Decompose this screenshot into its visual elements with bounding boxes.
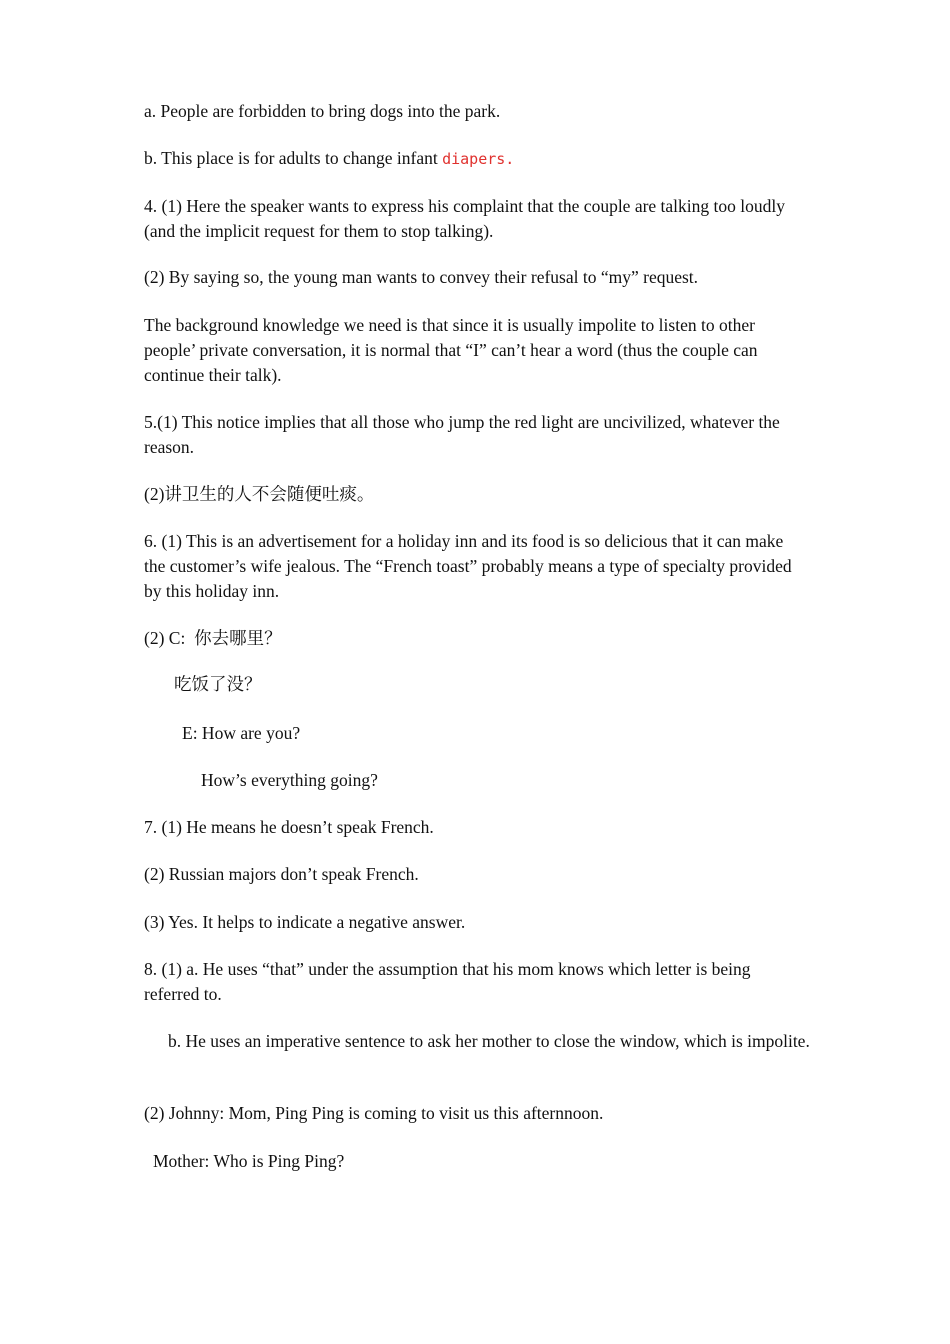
answer-8-2-johnny: (2) Johnny: Mom, Ping Ping is coming to visit us this afternnoon. [144, 1103, 604, 1123]
answer-b-text: b. This place is for adults to change infant [144, 148, 443, 168]
answer-6-2-chinese-1: 你去哪里？ [194, 629, 282, 649]
answer-6-2-e-line2: How’s everything going? [201, 770, 378, 790]
answer-6-2-c-line1 [144, 626, 804, 652]
answer-7-1: 7. (1) He means he doesn’t speak French. [144, 817, 434, 837]
answer-a-dogs: a. People are forbidden to bring dogs into the park. [144, 101, 501, 121]
answer-4-1: 4. (1) Here the speaker wants to express his complaint that the couple are talking too loudly (and the implicit request for them to stop talking). [144, 196, 785, 241]
answer-5-2-chinese: 讲卫生的人不会随便吐痰。 [164, 485, 375, 505]
answer-8-2-mother: Mother: Who is Ping Ping? [153, 1151, 345, 1171]
answer-6-2-e-line1: E: How are you? [182, 723, 301, 743]
answer-8-1-b: b. He uses an imperative sentence to ask her mother to close the window, which is impolite. [168, 1031, 810, 1051]
answer-4-2: (2) By saying so, the young man wants to convey their refusal to “my” request. [144, 267, 699, 287]
answer-6-2-c-line2: 吃饭了没？ [174, 675, 262, 695]
answer-6-1: 6. (1) This is an advertisement for a holiday inn and its food is so delicious that it can make the customer’s wife jealous. The “French toast” probably means a type of specialty provided by this holiday inn. [144, 531, 792, 601]
answer-6-2-prefix: (2) C: [144, 628, 195, 648]
answer-5-2 [144, 482, 804, 508]
background-knowledge-paragraph: The background knowledge we need is that since it is usually impolite to listen to other people’ private conversation, it is normal that “I” can’t hear a word (thus the couple can continue their talk). [144, 315, 758, 385]
highlighted-word: diapers. [442, 150, 515, 168]
answer-5-1: 5.(1) This notice implies that all those who jump the red light are uncivilized, whatever the reason. [144, 412, 780, 457]
answer-8-1-a: 8. (1) a. He uses “that” under the assumption that his mom knows which letter is being referred to. [144, 959, 751, 1004]
answer-7-2: (2) Russian majors don’t speak French. [144, 864, 419, 884]
answer-5-2-prefix: (2) [144, 484, 165, 504]
answer-7-3: (3) Yes. It helps to indicate a negative answer. [144, 912, 466, 932]
answer-b-diapers [144, 146, 804, 172]
